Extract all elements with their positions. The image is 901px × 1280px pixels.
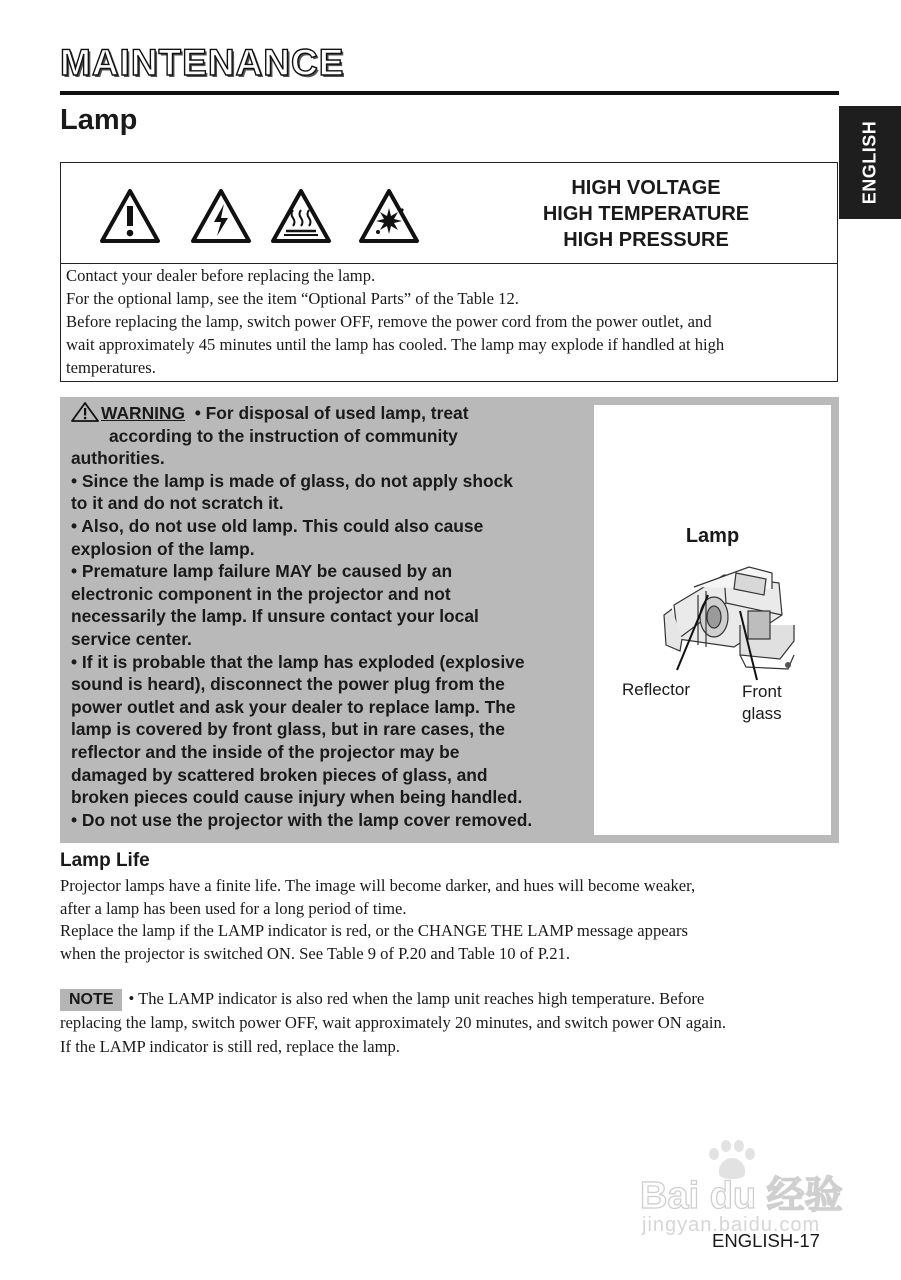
text-line: temperatures. xyxy=(66,358,156,377)
text-line: Projector lamps have a finite life. The image will become darker, and hues will become weaker, xyxy=(60,876,696,895)
front-glass-label xyxy=(742,681,782,725)
warning-line: according to the instruction of community xyxy=(109,425,458,446)
warning-line: reflector and the inside of the projector may be xyxy=(71,741,460,762)
watermark-url: jingyan.baidu.com xyxy=(642,1214,821,1236)
front-glass-label-line: glass xyxy=(742,704,782,723)
warning-line: necessarily the lamp. If unsure contact your local xyxy=(71,606,479,627)
hazard-labels xyxy=(511,175,781,253)
hazard-instructions xyxy=(66,264,834,379)
language-tab-label: ENGLISH xyxy=(859,120,880,205)
text-line: wait approximately 45 minutes until the lamp has cooled. The lamp may explode if handled at high xyxy=(66,335,725,354)
text-line: Replace the lamp if the LAMP indicator is red, or the CHANGE THE LAMP message appears xyxy=(60,921,688,940)
text-line: after a lamp has been used for a long period of time. xyxy=(60,898,407,918)
figure-title: Lamp xyxy=(685,525,740,547)
callout-lines xyxy=(594,405,831,835)
title-rule xyxy=(60,91,839,95)
hazard-label: HIGH PRESSURE xyxy=(563,229,729,251)
electric-shock-icon xyxy=(190,188,252,244)
warning-label: WARNING xyxy=(101,403,186,423)
warning-line: authorities. xyxy=(71,448,165,469)
note-badge: NOTE xyxy=(60,989,122,1011)
front-glass-label-line: Front xyxy=(742,682,782,701)
warning-line: • Also, do not use old lamp. This could also cause xyxy=(71,515,484,536)
general-caution-icon xyxy=(99,188,161,244)
explosion-icon xyxy=(358,188,420,244)
hazard-label: HIGH VOLTAGE xyxy=(571,177,721,199)
warning-line: broken pieces could cause injury when being handled. xyxy=(71,787,523,808)
note-line: replacing the lamp, switch power OFF, wait approximately 20 minutes, and switch power ON again. xyxy=(60,1013,726,1032)
warning-line: • Since the lamp is made of glass, do not apply shock xyxy=(71,470,513,491)
reflector-label: Reflector xyxy=(622,680,691,699)
text-line: For the optional lamp, see the item “Optional Parts” of the Table 12. xyxy=(66,289,519,308)
warning-line: • For disposal of used lamp, treat xyxy=(194,403,469,423)
warning-line: damaged by scattered broken pieces of glass, and xyxy=(71,764,488,785)
text-line: Contact your dealer before replacing the lamp. xyxy=(66,266,376,285)
warning-line: power outlet and ask your dealer to replace lamp. The xyxy=(71,696,516,717)
note-line: If the LAMP indicator is still red, replace the lamp. xyxy=(60,1037,400,1056)
watermark xyxy=(640,1140,860,1240)
note-block xyxy=(60,987,850,1059)
section-title: Lamp xyxy=(60,104,138,136)
text-line: Before replacing the lamp, switch power OFF, remove the power cord from the power outlet, and xyxy=(66,312,712,331)
lamp-figure xyxy=(594,405,831,835)
warning-line: explosion of the lamp. xyxy=(71,538,255,559)
warning-line: electronic component in the projector and not xyxy=(71,583,451,604)
warning-line: service center. xyxy=(71,628,192,649)
chapter-title: MAINTENANCE xyxy=(60,42,345,83)
hazard-header xyxy=(61,163,837,264)
warning-line: • If it is probable that the lamp has exploded (explosive xyxy=(71,651,525,672)
warning-line: • Do not use the projector with the lamp cover removed. xyxy=(71,809,533,830)
note-line: • The LAMP indicator is also red when the lamp unit reaches high temperature. Before xyxy=(128,989,705,1008)
warning-text xyxy=(71,402,591,831)
text-line: when the projector is switched ON. See Table 9 of P.20 and Table 10 of P.21. xyxy=(60,943,570,963)
hazard-box xyxy=(60,162,838,382)
watermark-brand: Bai du 经验 xyxy=(640,1175,843,1217)
warning-line: • Premature lamp failure MAY be caused by an xyxy=(71,561,453,582)
page-number: ENGLISH-17 xyxy=(712,1230,820,1251)
language-tab xyxy=(839,106,901,219)
lamp-life-title: Lamp Life xyxy=(60,850,150,871)
hazard-label: HIGH TEMPERATURE xyxy=(542,203,750,225)
lamp-life-text xyxy=(60,875,840,965)
warning-triangle-icon xyxy=(71,402,101,422)
warning-line: to it and do not scratch it. xyxy=(71,493,284,514)
warning-line: lamp is covered by front glass, but in rare cases, the xyxy=(71,719,505,740)
hot-surface-icon xyxy=(270,188,332,244)
warning-panel xyxy=(60,397,839,843)
warning-line: sound is heard), disconnect the power plug from the xyxy=(71,674,505,695)
